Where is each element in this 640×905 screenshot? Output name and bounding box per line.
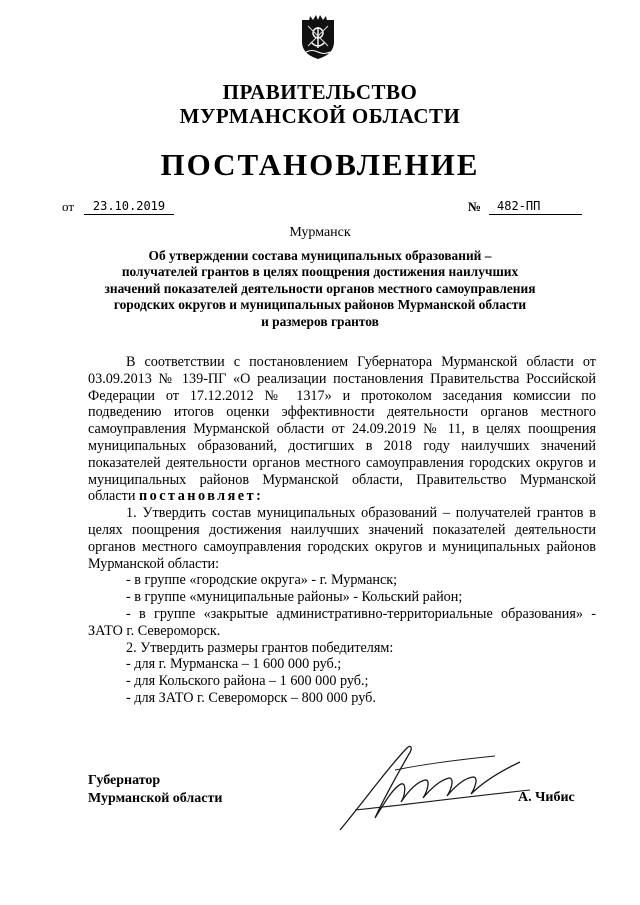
title-line: Об утверждении состава муниципальных образований – [148,248,492,263]
item-2: 2. Утвердить размеры грантов победителям: [126,639,394,656]
document-date: 23.10.2019 [84,198,174,215]
item-1-sub-3: - в группе «закрытые административно-территориальные образования» - ЗАТО г. Североморск. [88,605,596,639]
signatory-name: А. Чибис [518,790,575,805]
signatory-position [88,772,222,808]
document-type: ПОСТАНОВЛЕНИЕ [160,147,480,182]
position-line1: Губернатор [88,773,161,788]
number-prefix: № [468,199,482,214]
title-line: значений показателей деятельности органов местного самоуправления [104,280,536,296]
resolves-word: постановляет: [138,488,264,505]
item-2-sub-3: - для ЗАТО г. Североморск – 800 000 руб. [126,689,376,706]
coat-of-arms-icon [300,12,336,60]
item-1-sub-1: - в группе «городские округа» - г. Мурманск; [126,572,398,589]
position-line2: Мурманской области [88,791,223,806]
item-2-sub-2: - для Кольского района – 1 600 000 руб.; [126,673,369,690]
intro-paragraph [88,354,596,505]
title-line: и размеров грантов [261,313,379,329]
document-body [88,354,596,707]
intro-text: В соответствии с постановлением Губернатора Мурманской области от 03.09.2013 № 139-ПГ «О реализации постановления Правительства Российской Федерации от 17.12.2012 № 1317» и протоколом заседания комиссии по подведению итогов оценки эффективности деятельности органов местного самоуправления Мурманской области от 24.09.2019 № 11, в целях поощрения муниципальных образований, достигших в 2018 году наилучших значений показателей деятельности органов местного самоуправления городских округов и муниципальных районов Мурманской области, Правительство Мурманской области [88,354,596,505]
item-1: 1. Утвердить состав муниципальных образований – получателей грантов в целях поощрения достижения наилучших значений показателей деятельности органов местного самоуправления городских округов и муниципальных районов Мурманской области: [88,505,596,572]
government-name-line2: МУРМАНСКОЙ ОБЛАСТИ [179,104,461,128]
item-1-sub-2: - в группе «муниципальные районы» - Кольский район; [126,589,463,606]
item-2-sub-1: - для г. Мурманска – 1 600 000 руб.; [126,656,342,673]
document-number: 482-ПП [489,198,582,215]
title-line: городских округов и муниципальных районов Мурманской области [113,297,527,313]
handwritten-signature [335,740,535,835]
document-title [90,248,550,330]
title-line: получателей грантов в целях поощрения достижения наилучших [121,264,519,280]
city: Мурманск [289,225,351,240]
date-prefix: от [62,199,75,214]
government-name-line1: ПРАВИТЕЛЬСТВО [222,80,418,104]
